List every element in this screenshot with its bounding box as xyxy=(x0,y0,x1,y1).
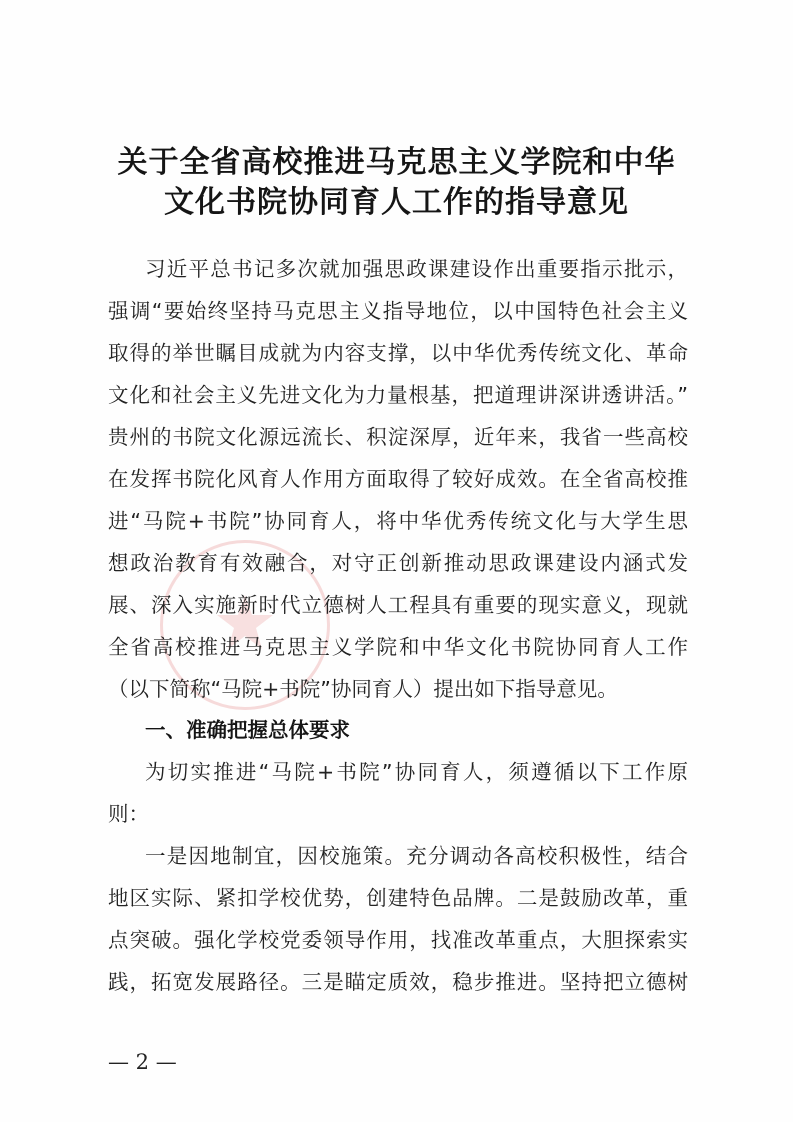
document-title-line-1: 关于全省高校推进马克思主义学院和中华 xyxy=(117,145,676,180)
paragraph-line: 在发挥书院化风育人作用方面取得了较好成效。在全省高校推 xyxy=(108,467,688,491)
paragraph-line: 一是因地制宜，因校施策。充分调动各高校积极性，结合 xyxy=(145,844,688,868)
paragraph-line: 取得的举世瞩目成就为内容支撑，以中华优秀传统文化、革命 xyxy=(108,341,688,365)
paragraph-line: 文化和社会主义先进文化为力量根基，把道理讲深讲透讲活。” xyxy=(108,383,688,407)
paragraph-line: 地区实际、紧扣学校优势，创建特色品牌。二是鼓励改革，重 xyxy=(108,886,688,910)
paragraph-line: 点突破。强化学校党委领导作用，找准改革重点，大胆探索实 xyxy=(108,928,688,952)
paragraph-line: 进“马院+书院”协同育人，将中华优秀传统文化与大学生思 xyxy=(108,509,688,533)
paragraph-line: 强调“要始终坚持马克思主义指导地位，以中国特色社会主义 xyxy=(108,299,688,323)
paragraph-line: 全省高校推进马克思主义学院和中华文化书院协同育人工作 xyxy=(108,635,688,659)
paragraph-line: 习近平总书记多次就加强思政课建设作出重要指示批示， xyxy=(145,257,688,281)
paragraph-line: 想政治教育有效融合，对守正创新推动思政课建设内涵式发 xyxy=(108,551,688,575)
paragraph-line: （以下简称“马院+书院”协同育人）提出如下指导意见。 xyxy=(108,677,618,701)
section-heading: 一、准确把握总体要求 xyxy=(145,718,350,742)
paragraph-line: 为切实推进“马院+书院”协同育人，须遵循以下工作原 xyxy=(145,760,688,784)
document-title-line-2: 文化书院协同育人工作的指导意见 xyxy=(164,185,629,220)
paragraph-line: 践，拓宽发展路径。三是瞄定质效，稳步推进。坚持把立德树 xyxy=(108,970,688,994)
paragraph-line: 则： xyxy=(108,802,149,826)
page-number: — 2 — xyxy=(108,1050,177,1074)
paragraph-line: 贵州的书院文化源远流长、积淀深厚，近年来，我省一些高校 xyxy=(108,425,688,449)
paragraph-line: 展、深入实施新时代立德树人工程具有重要的现实意义，现就 xyxy=(108,593,688,617)
